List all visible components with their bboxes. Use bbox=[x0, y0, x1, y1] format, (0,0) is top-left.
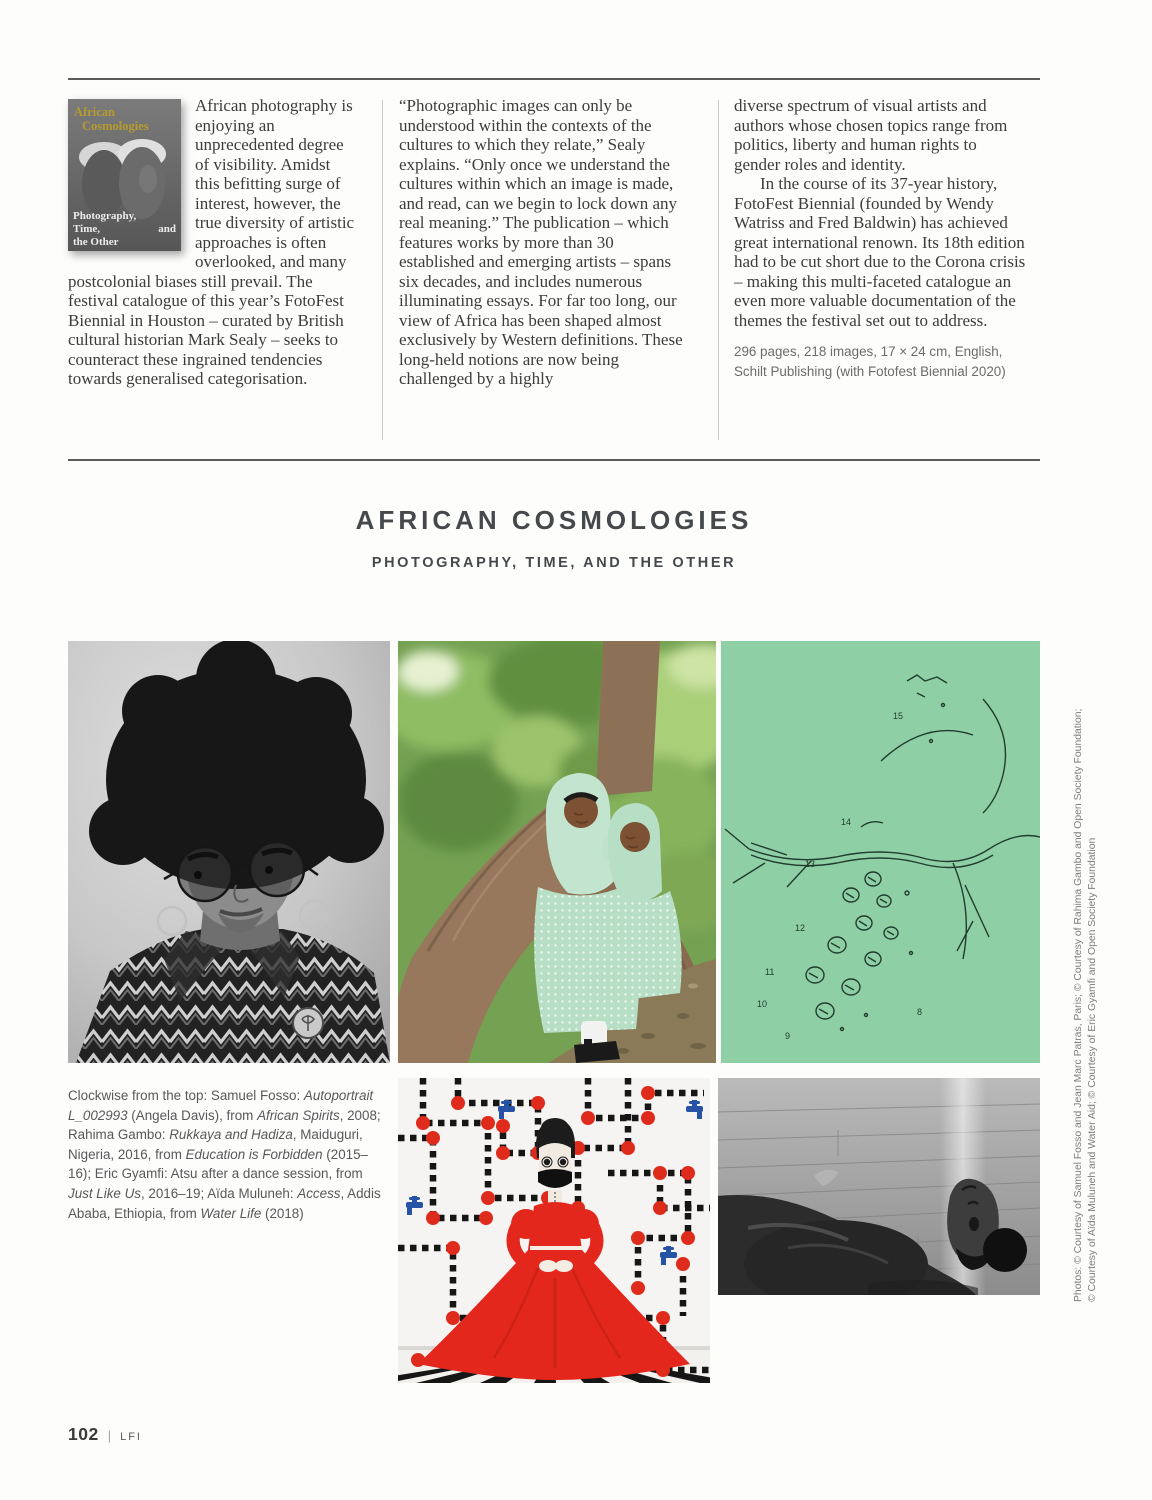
photo-gambo-tree bbox=[398, 641, 716, 1063]
book-cover-thumbnail bbox=[68, 99, 181, 251]
photo-credits bbox=[1072, 634, 1099, 1302]
photo-muluneh-access bbox=[398, 1078, 710, 1383]
page-title: AFRICAN COSMOLOGIES bbox=[355, 505, 753, 535]
page-footer bbox=[68, 1424, 142, 1445]
svg-text:9: 9 bbox=[785, 1031, 791, 1041]
cover-subtitle-line2b: and bbox=[158, 223, 176, 235]
cover-subtitle-line2a: Time, bbox=[73, 223, 100, 235]
intro-text-3a: diverse spectrum of visual artists and authors whose chosen topics range from politics, liberty and human rights to gender roles and identity. bbox=[734, 96, 1008, 174]
photo-gyamfi-atsu bbox=[718, 1078, 1040, 1295]
page-number: 102 bbox=[68, 1424, 99, 1444]
cover-subtitle-line1: Photography, bbox=[73, 210, 137, 222]
svg-text:12: 12 bbox=[795, 923, 806, 933]
column-divider bbox=[382, 100, 383, 440]
cover-subtitle-line3: the Other bbox=[73, 236, 119, 248]
svg-text:8: 8 bbox=[917, 1007, 923, 1017]
photo-credits-line2: © Courtesy of Aïda Muluneh and Water Aid; © Courtesy of Eric Gyamfi and Open Society Foundation bbox=[1086, 837, 1098, 1302]
book-cover-art bbox=[68, 99, 181, 251]
svg-text:15: 15 bbox=[893, 711, 904, 721]
magazine-name: LFI bbox=[120, 1431, 142, 1443]
photo-fosso-autoportrait bbox=[68, 641, 390, 1063]
publication-info: 296 pages, 218 images, 17 × 24 cm, English, Schilt Publishing (with Fotofest Biennial 2020) bbox=[734, 344, 1006, 379]
footer-separator: | bbox=[107, 1428, 112, 1443]
page-subtitle: PHOTOGRAPHY, TIME, AND THE OTHER bbox=[371, 555, 737, 571]
title-block bbox=[68, 505, 1040, 571]
intro-text-2: “Photographic images can only be understood within the contexts of the cultures to which they relate,” Sealy explains. “Only once we understand the cultures within which an image is made, and read, can we begin to lock down any real meaning.” The publication – which features works by more than 30 established and emerging artists – spans six decades, and includes numerous illuminating essays. For far too long, our view of Africa has been shaped almost exclusively by Western definitions. These long-held notions are now being challenged by a highly bbox=[399, 96, 683, 388]
intro-text-1: African photography is enjoying an unprecedented degree of visibility. Amidst this befitting surge of interest, however, the true diversity of artistic approaches is often overlooked, and many postcolonial biases still prevail. The festival catalogue of this year’s FotoFest Biennial in Houston – curated by British cultural historian Mark Sealy – seeks to counteract these ingrained tendencies towards generalised categorisation. bbox=[68, 96, 355, 388]
intro-column-2 bbox=[399, 96, 690, 389]
svg-text:10: 10 bbox=[757, 999, 768, 1009]
intro-columns bbox=[68, 96, 1040, 450]
intro-text-3b: In the course of its 37-year history, FotoFest Biennial (founded by Wendy Watriss and Fred Baldwin) has achieved great international renown. Its 18th edition had to be cut short due to the Corona crisis – making this multi-faceted catalogue an even more valuable documentation of the themes the festival set out to address. bbox=[734, 174, 1026, 330]
svg-text:14: 14 bbox=[841, 817, 852, 827]
photo-gambo-drawing bbox=[721, 641, 1040, 1063]
cover-title-line2: Cosmologies bbox=[82, 119, 149, 133]
bottom-rule bbox=[68, 459, 1040, 461]
top-rule bbox=[68, 78, 1040, 80]
intro-column-3 bbox=[734, 96, 1026, 382]
svg-text:13: 13 bbox=[805, 859, 816, 869]
svg-text:11: 11 bbox=[765, 967, 775, 977]
cover-title-line1: African bbox=[74, 105, 115, 119]
photo-caption: Clockwise from the top: Samuel Fosso: Autoportrait L_002993 (Angela Davis), from African Spirits, 2008; Rahima Gambo: Rukkaya and Hadiza, Maiduguri, Nigeria, 2016, from Education is Forbidden (2015–16); Eric Gyamfi: Atsu after a dance session, from Just Like Us, 2016–19; Aïda Muluneh: Access, Addis Ababa, Ethiopia, from Water Life (2018) bbox=[68, 1088, 381, 1221]
column-divider bbox=[718, 100, 719, 440]
intro-column-1 bbox=[68, 96, 357, 389]
photo-credits-line1: Photos: © Courtesy of Samuel Fosso and Jean Marc Patras, Paris; © Courtesy of Rahima Gambo and Open Society Foundation; bbox=[1073, 708, 1084, 1302]
